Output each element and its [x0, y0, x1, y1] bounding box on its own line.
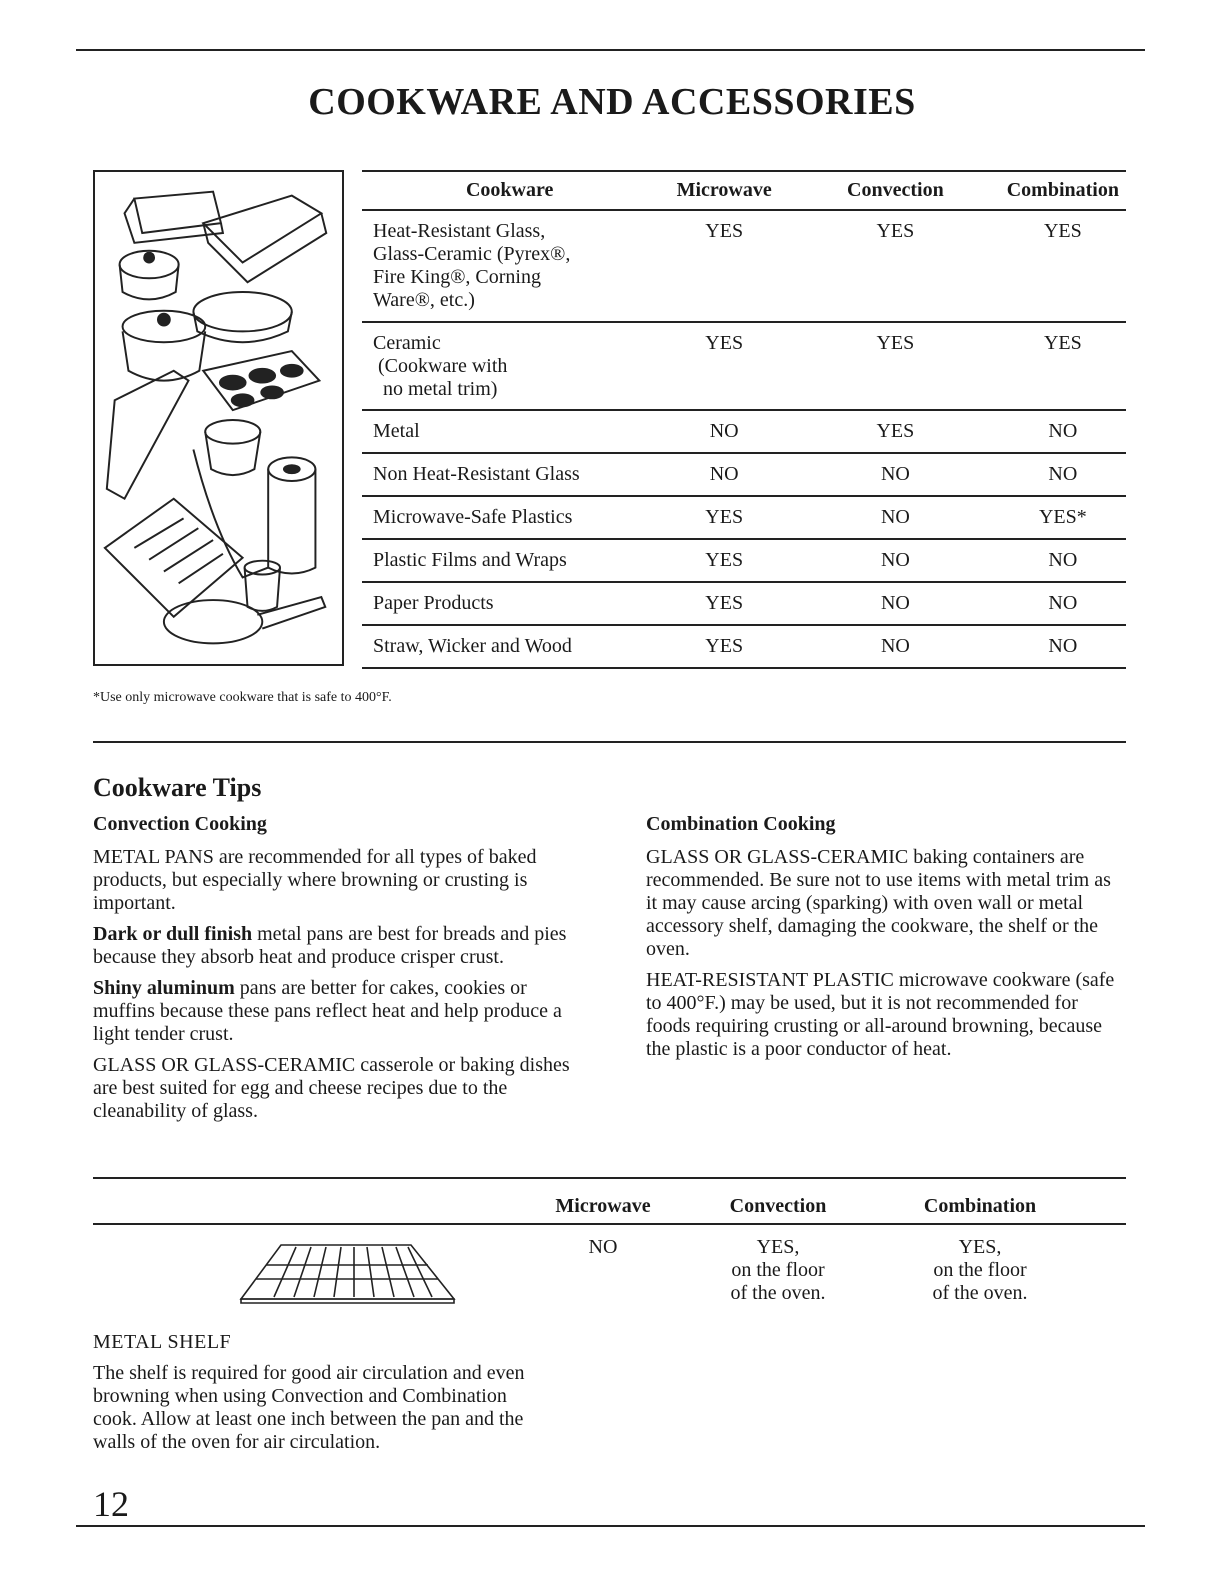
emphasis-text: Dark or dull finish — [93, 923, 253, 945]
table-row — [362, 539, 1126, 582]
metal-shelf-label: METAL SHELF — [93, 1331, 232, 1353]
header-convection: Convection — [791, 171, 1000, 210]
convection-paragraph — [93, 977, 593, 1046]
accessory-header-rule — [93, 1223, 1126, 1225]
microwave-value: YES — [657, 539, 791, 582]
table-row — [362, 453, 1126, 496]
convection-value: NO — [791, 625, 1000, 668]
metal-shelf-icon — [236, 1237, 458, 1307]
combination-value: YES — [1000, 210, 1126, 322]
table-row — [362, 582, 1126, 625]
combination-value: NO — [1000, 410, 1126, 453]
table-row — [362, 410, 1126, 453]
cookware-illustration — [93, 170, 344, 666]
paragraph-text: pans are better for cakes, cookies or muffins because these pans reflect heat and help produce a light tender crust. — [93, 977, 562, 1045]
accessory-convection-value: YES, on the floor of the oven. — [730, 1236, 826, 1304]
table-footnote: *Use only microwave cookware that is safe to 400°F. — [93, 690, 392, 705]
cookware-name: Ceramic (Cookware with no metal trim) — [362, 322, 657, 410]
paragraph-text: metal pans are best for breads and pies because they absorb heat and produce crisper crust. — [93, 923, 567, 968]
table-row — [362, 322, 1126, 410]
top-rule — [76, 49, 1145, 51]
cookware-name: Heat-Resistant Glass, Glass-Ceramic (Pyrex®, Fire King®, Corning Ware®, etc.) — [362, 210, 657, 322]
accessory-top-rule — [93, 1177, 1126, 1179]
table-row — [362, 625, 1126, 668]
cookware-name: Metal — [362, 410, 657, 453]
header-combination: Combination — [1000, 171, 1126, 210]
metal-shelf-illustration — [236, 1237, 458, 1307]
combination-value: NO — [1000, 539, 1126, 582]
combination-value: NO — [1000, 625, 1126, 668]
page-number: 12 — [93, 1484, 129, 1524]
combination-value: NO — [1000, 453, 1126, 496]
combination-value: NO — [1000, 582, 1126, 625]
microwave-value: YES — [657, 210, 791, 322]
convection-paragraph: METAL PANS are recommended for all types of baked products, but especially where browning or crusting is important. — [93, 846, 537, 914]
accessory-header-microwave: Microwave — [555, 1195, 651, 1217]
convection-paragraph — [93, 923, 593, 969]
tips-heading: Cookware Tips — [93, 773, 262, 802]
accessory-microwave-value: NO — [588, 1236, 618, 1258]
convection-value: NO — [791, 582, 1000, 625]
cookware-name: Microwave-Safe Plastics — [362, 496, 657, 539]
convection-value: YES — [791, 210, 1000, 322]
accessory-combination-value: YES, on the floor of the oven. — [932, 1236, 1028, 1304]
convection-value: YES — [791, 410, 1000, 453]
cookware-name: Paper Products — [362, 582, 657, 625]
microwave-value: YES — [657, 322, 791, 410]
convection-value: YES — [791, 322, 1000, 410]
bottom-rule — [76, 1525, 1145, 1527]
cookware-name: Plastic Films and Wraps — [362, 539, 657, 582]
convection-value: NO — [791, 539, 1000, 582]
cookware-drawing-icon — [95, 172, 342, 664]
accessory-header-convection: Convection — [729, 1195, 827, 1217]
combination-paragraph: HEAT-RESISTANT PLASTIC microwave cookware (safe to 400°F.) may be used, but it is not recommended for foods requiring crusting or all-around browning, because the plastic is a poor conductor of heat. — [646, 969, 1115, 1060]
combination-paragraph: GLASS OR GLASS-CERAMIC baking containers are recommended. Be sure not to use items with metal trim as it may cause arcing (sparking) with oven wall or metal accessory shelf, damaging the cookware, the shelf or the oven. — [646, 846, 1111, 960]
convection-value: NO — [791, 453, 1000, 496]
page-title: COOKWARE AND ACCESSORIES — [308, 81, 916, 123]
convection-heading: Convection Cooking — [93, 813, 267, 835]
microwave-value: YES — [657, 625, 791, 668]
convection-tips — [93, 813, 593, 1131]
table-row — [362, 210, 1126, 322]
table-header-row — [362, 171, 1126, 210]
accessory-header-combination: Combination — [923, 1195, 1037, 1217]
combination-tips — [646, 813, 1126, 1069]
microwave-value: YES — [657, 582, 791, 625]
header-microwave: Microwave — [657, 171, 791, 210]
section-rule — [93, 741, 1126, 743]
cookware-name: Straw, Wicker and Wood — [362, 625, 657, 668]
microwave-value: NO — [657, 410, 791, 453]
combination-value: YES* — [1000, 496, 1126, 539]
microwave-value: NO — [657, 453, 791, 496]
table-row — [362, 496, 1126, 539]
header-cookware: Cookware — [362, 171, 657, 210]
cookware-table — [362, 170, 1126, 669]
convection-paragraph: GLASS OR GLASS-CERAMIC casserole or baking dishes are best suited for egg and cheese recipes due to the cleanability of glass. — [93, 1054, 570, 1122]
microwave-value: YES — [657, 496, 791, 539]
combination-heading: Combination Cooking — [646, 813, 836, 835]
metal-shelf-description: The shelf is required for good air circulation and even browning when using Convection and Combination cook. Allow at least one inch between the pan and the walls of the oven for air circulation. — [93, 1362, 525, 1453]
emphasis-text: Shiny aluminum — [93, 977, 235, 999]
convection-value: NO — [791, 496, 1000, 539]
cookware-name: Non Heat-Resistant Glass — [362, 453, 657, 496]
combination-value: YES — [1000, 322, 1126, 410]
